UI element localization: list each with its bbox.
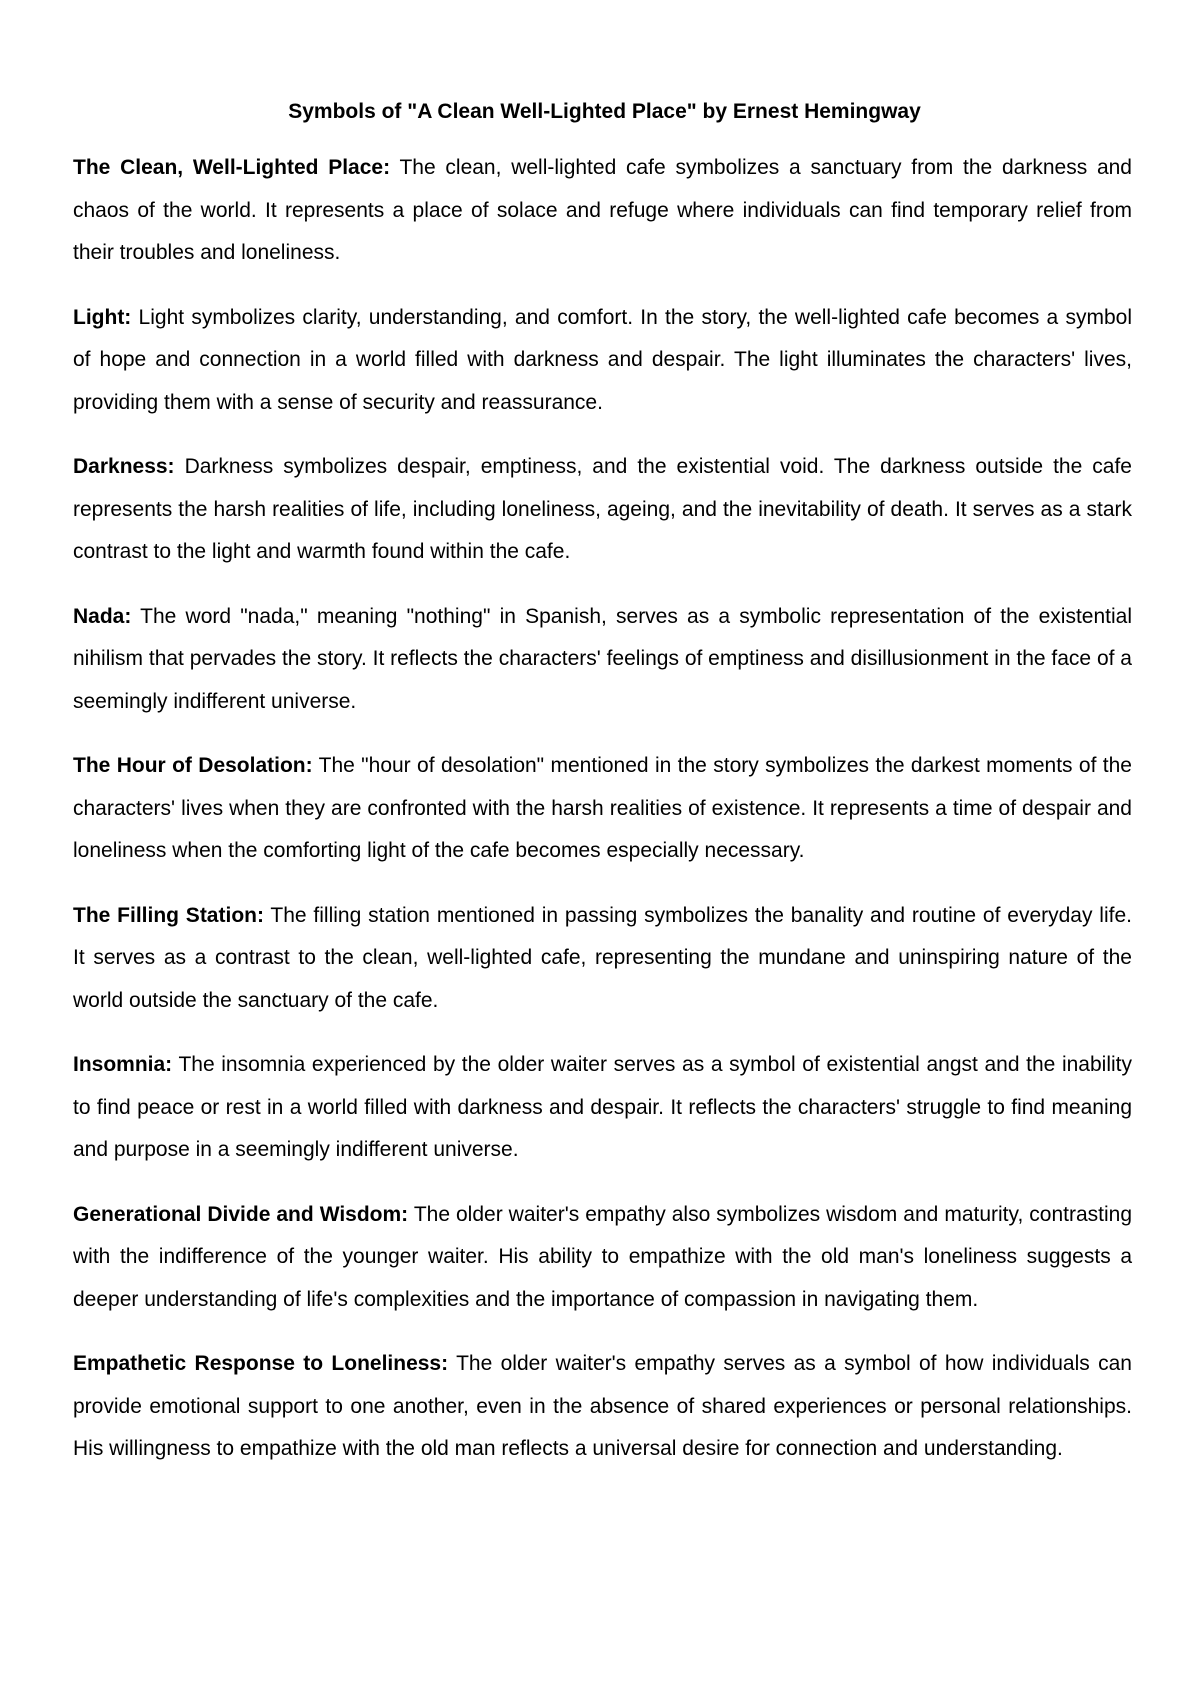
section-term: The Filling Station:	[73, 903, 264, 927]
section-insomnia	[73, 1044, 1132, 1172]
section-text: The older waiter's empathy serves as a symbol of how individuals can provide emotional support to one another, even in the absence of shared experiences or personal relationships. His willingness to empathize with the old man reflects a universal desire for connection and understanding.	[73, 1352, 1132, 1460]
section-text: The filling station mentioned in passing symbolizes the banality and routine of everyday life. It serves as a contrast to the clean, well-lighted cafe, representing the mundane and uninspiring nature of the world outside the sanctuary of the cafe.	[73, 903, 1132, 1012]
section-text: Light symbolizes clarity, understanding, and comfort. In the story, the well-lighted cafe becomes a symbol of hope and connection in a world filled with darkness and despair. The light illuminates the characters' lives, providing them with a sense of security and reassurance.	[73, 305, 1132, 414]
section-generational-divide	[73, 1194, 1132, 1322]
section-term: Nada:	[73, 604, 132, 628]
section-text: The insomnia experienced by the older waiter serves as a symbol of existential angst and the inability to find peace or rest in a world filled with darkness and despair. It reflects the characters' struggle to find meaning and purpose in a seemingly indifferent universe.	[73, 1053, 1132, 1161]
section-hour-of-desolation	[73, 745, 1132, 873]
section-clean-well-lighted-place	[73, 147, 1132, 275]
section-filling-station	[73, 895, 1132, 1023]
section-text: Darkness symbolizes despair, emptiness, and the existential void. The darkness outside the cafe represents the harsh realities of life, including loneliness, ageing, and the inevitability of death. It serves as a stark contrast to the light and warmth found within the cafe.	[73, 455, 1132, 563]
section-nada	[73, 596, 1132, 724]
section-term: Insomnia:	[73, 1053, 173, 1076]
section-term: The Hour of Desolation:	[73, 754, 313, 777]
section-text: The "hour of desolation" mentioned in the story symbolizes the darkest moments of the characters' lives when they are confronted with the harsh realities of existence. It represents a time of despair and loneliness when the comforting light of the cafe becomes especially necessary.	[73, 754, 1132, 862]
section-text: The older waiter's empathy also symbolizes wisdom and maturity, contrasting with the indifference of the younger waiter. His ability to empathize with the old man's loneliness suggests a deeper understanding of life's complexities and the importance of compassion in navigating them.	[73, 1202, 1132, 1311]
section-term: The Clean, Well-Lighted Place:	[73, 156, 391, 179]
document-title: Symbols of "A Clean Well-Lighted Place" by Ernest Hemingway	[288, 100, 921, 123]
section-term: Darkness:	[73, 455, 175, 478]
section-empathetic-response	[73, 1343, 1132, 1471]
section-text: The clean, well-lighted cafe symbolizes a sanctuary from the darkness and chaos of the world. It represents a place of solace and refuge where individuals can find temporary relief from their troubles and loneliness.	[73, 156, 1132, 264]
section-light	[73, 297, 1132, 425]
section-term: Generational Divide and Wisdom:	[73, 1202, 409, 1226]
section-term: Empathetic Response to Loneliness:	[73, 1352, 449, 1375]
section-text: The word "nada," meaning "nothing" in Spanish, serves as a symbolic representation of the existential nihilism that pervades the story. It reflects the characters' feelings of emptiness and disillusionment in the face of a seemingly indifferent universe.	[73, 604, 1132, 713]
section-term: Light:	[73, 305, 132, 329]
section-darkness	[73, 446, 1132, 574]
